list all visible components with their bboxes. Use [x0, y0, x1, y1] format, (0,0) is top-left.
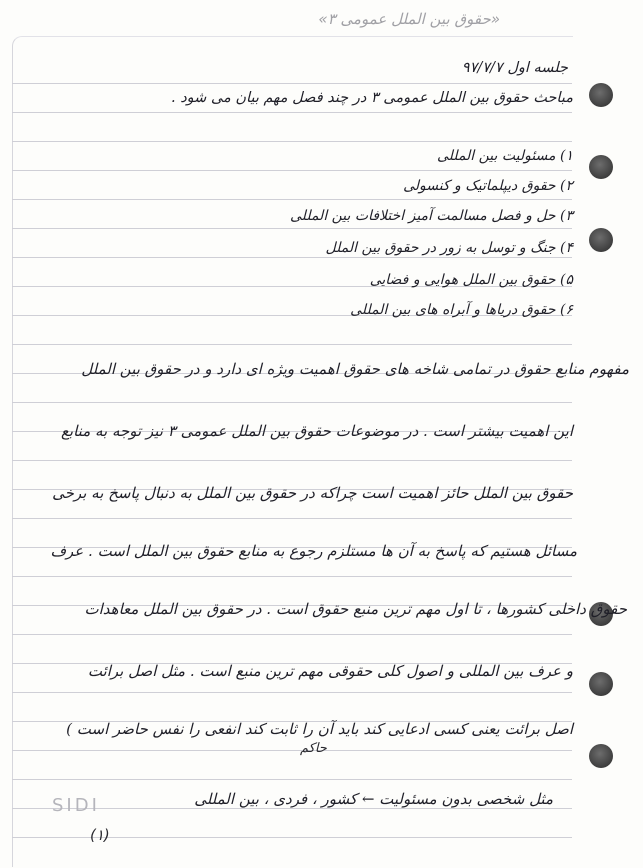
rule-line: [12, 83, 572, 84]
binder-hole: [589, 672, 613, 696]
paragraph-line: و عرف بین المللی و اصول کلی حقوقی مهم ترین منبع است . مثل اصل برائت: [87, 662, 573, 680]
list-item: ۳) حل و فصل مسالمت آمیز اختلافات بین المللی: [290, 208, 573, 224]
binder-hole: [589, 228, 613, 252]
rule-line: [12, 257, 572, 258]
paragraph-line: مثل شخصی بدون مسئولیت ← کشور ، فردی ، بین المللی: [194, 790, 553, 808]
paragraph-line: مفهوم منابع حقوق در تمامی شاخه های حقوق اهمیت ویژه ای دارد و در حقوق بین الملل: [81, 360, 629, 378]
rule-line: [12, 460, 572, 461]
rule-line: [12, 634, 572, 635]
paragraph-line: حقوق داخلی کشورها ، تا اول مهم ترین منبع حقوق است . در حقوق بین الملل معاهدات: [84, 600, 627, 618]
intro-line: مباحث حقوق بین الملل عمومی ۳ در چند فصل مهم بیان می شود .: [171, 90, 573, 106]
page-number: (۱): [90, 826, 110, 844]
paragraph-line: حقوق بین الملل حائز اهمیت است چراکه در حقوق بین الملل به دنبال پاسخ به برخی: [52, 484, 573, 502]
binder-hole: [589, 744, 613, 768]
rule-line: [12, 112, 572, 113]
binder-hole: [589, 155, 613, 179]
list-item: ۴) جنگ و توسل به زور در حقوق بین الملل: [325, 240, 573, 256]
rule-line: [12, 750, 572, 751]
notebook-watermark: SIDI: [52, 795, 100, 816]
rule-line: [12, 518, 572, 519]
rule-line: [12, 170, 572, 171]
rule-line: [12, 576, 572, 577]
rule-line: [12, 692, 572, 693]
paragraph-line: مسائل هستیم که پاسخ به آن ها مستلزم رجوع به منابع حقوق بین الملل است . عرف: [50, 542, 577, 560]
rule-line: [12, 228, 572, 229]
paragraph-line: اصل برائت یعنی کسی ادعایی کند باید آن را ثابت کند انفعی را نفس حاضر است ): [66, 720, 573, 738]
list-item: ۲) حقوق دیپلماتیک و کنسولی: [403, 178, 573, 194]
paragraph-line: این اهمیت بیشتر است . در موضوعات حقوق بین الملل عمومی ۳ نیز توجه به منابع: [60, 422, 573, 440]
margin-annotation: حاکم: [300, 741, 327, 756]
rule-line: [12, 199, 572, 200]
list-item: ۱) مسئولیت بین المللی: [437, 148, 573, 164]
list-item: ۵) حقوق بین الملل هوایی و فضایی: [369, 272, 573, 288]
notebook-header: «حقوق بین الملل عمومی ۳»: [318, 10, 500, 28]
rule-line: [12, 779, 572, 780]
list-item: ۶) حقوق دریاها و آبراه های بین المللی: [350, 302, 573, 318]
binder-hole: [589, 83, 613, 107]
session-date-line: جلسه اول ۹۷/۷/۷: [461, 60, 568, 76]
rule-line: [12, 141, 572, 142]
rule-line: [12, 344, 572, 345]
rule-line: [12, 402, 572, 403]
